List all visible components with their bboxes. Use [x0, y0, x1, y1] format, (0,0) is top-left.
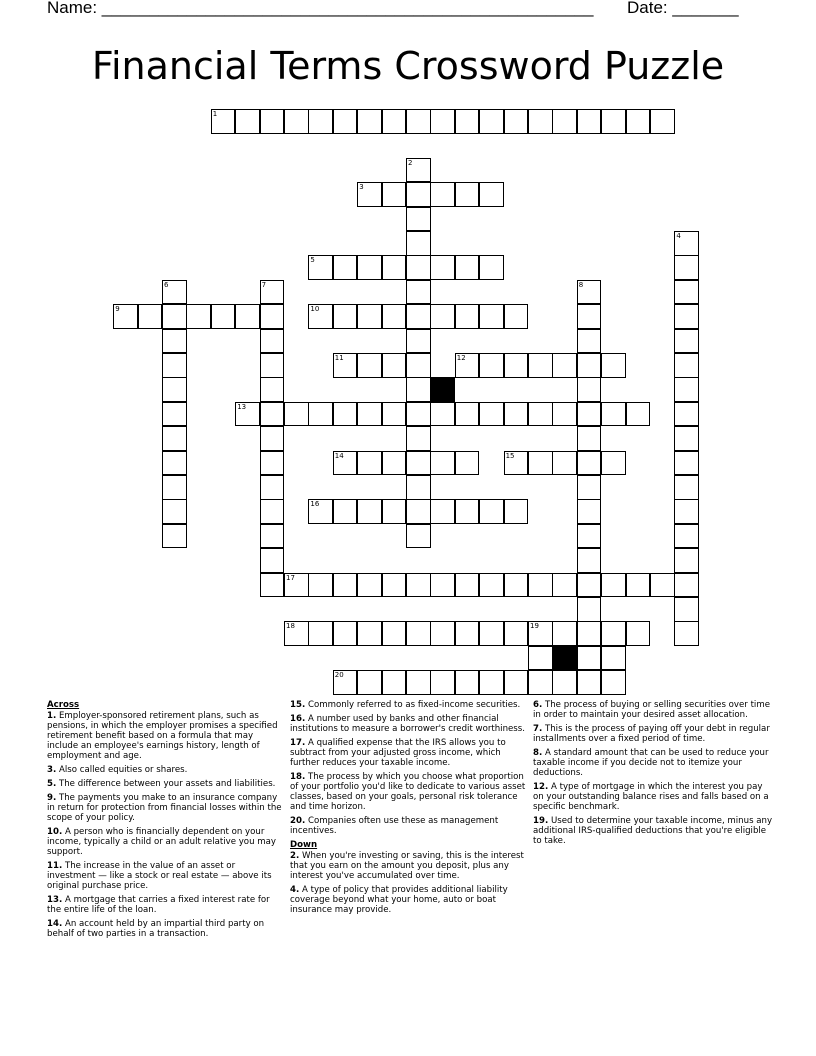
- grid-cell[interactable]: [528, 573, 553, 598]
- clue-text: The increase in the value of an asset or investment — like a stock or real estate — above its original purchase price.: [47, 861, 272, 891]
- grid-cell[interactable]: [674, 231, 699, 256]
- grid-cell[interactable]: [455, 402, 480, 427]
- grid-block: [552, 646, 577, 671]
- grid-cell[interactable]: [333, 670, 358, 695]
- clue-number: 16.: [290, 714, 306, 724]
- down-heading: Down: [290, 840, 318, 850]
- grid-cell[interactable]: [406, 402, 431, 427]
- clue-across-11: [47, 861, 285, 891]
- grid-cell[interactable]: [211, 109, 236, 134]
- clue-number: 13.: [47, 895, 63, 905]
- clue-number: 18.: [290, 772, 306, 782]
- clue-number: 6.: [533, 700, 543, 710]
- grid-cell[interactable]: [382, 109, 407, 134]
- clue-number: 15.: [290, 700, 306, 710]
- clue-number-label: 16: [310, 500, 320, 509]
- grid-cell[interactable]: [674, 377, 699, 402]
- grid-cell[interactable]: [577, 475, 602, 500]
- clue-down-4: [290, 885, 528, 915]
- grid-cell[interactable]: [577, 524, 602, 549]
- clue-number: 17.: [290, 738, 306, 748]
- grid-cell[interactable]: [308, 109, 333, 134]
- grid-cell[interactable]: [577, 304, 602, 329]
- grid-cell[interactable]: [674, 353, 699, 378]
- grid-cell[interactable]: [162, 426, 187, 451]
- clue-number-label: 7: [261, 280, 267, 289]
- clue-text: A type of policy that provides additional liability coverage beyond what your home, auto or boat insurance may provide.: [290, 885, 508, 915]
- grid-cell[interactable]: [406, 353, 431, 378]
- grid-cell[interactable]: [455, 304, 480, 329]
- clue-text: A qualified expense that the IRS allows you to subtract from your adjusted gross income, which further reduces your taxable income.: [290, 738, 506, 768]
- grid-cell[interactable]: [528, 646, 553, 671]
- grid-cell[interactable]: [430, 182, 455, 207]
- clue-number: 10.: [47, 827, 63, 837]
- grid-cell[interactable]: [674, 475, 699, 500]
- clue-number-label: 10: [310, 305, 320, 314]
- grid-cell[interactable]: [504, 573, 529, 598]
- grid-cell[interactable]: [357, 499, 382, 524]
- grid-cell[interactable]: [406, 280, 431, 305]
- grid-cell[interactable]: [333, 621, 358, 646]
- grid-cell[interactable]: [406, 329, 431, 354]
- grid-cell[interactable]: [357, 670, 382, 695]
- grid-cell[interactable]: [357, 353, 382, 378]
- grid-cell[interactable]: [552, 573, 577, 598]
- grid-cell[interactable]: [601, 621, 626, 646]
- grid-cell[interactable]: [406, 207, 431, 232]
- grid-cell[interactable]: [357, 255, 382, 280]
- grid-cell[interactable]: [504, 109, 529, 134]
- grid-cell[interactable]: [577, 670, 602, 695]
- clue-number: 7.: [533, 724, 543, 734]
- clue-text: Used to determine your taxable income, minus any additional IRS-qualified deductions that you're eligible to take.: [533, 816, 773, 846]
- grid-cell[interactable]: [186, 304, 211, 329]
- grid-cell[interactable]: [406, 255, 431, 280]
- clue-text: A person who is financially dependent on your income, typically a child or an adult relative you may support.: [47, 827, 276, 857]
- clue-across-10: [47, 827, 285, 857]
- grid-cell[interactable]: [406, 475, 431, 500]
- grid-cell[interactable]: [552, 402, 577, 427]
- clue-number-label: 18: [286, 622, 295, 631]
- grid-cell[interactable]: [455, 670, 480, 695]
- grid-cell[interactable]: [308, 255, 333, 280]
- clue-down-8: [533, 748, 773, 778]
- grid-cell[interactable]: [455, 353, 480, 378]
- grid-cell[interactable]: [577, 353, 602, 378]
- grid-cell[interactable]: [528, 353, 553, 378]
- clue-number-label: 19: [530, 622, 539, 631]
- clue-number-label: 4: [676, 232, 681, 240]
- grid-cell[interactable]: [357, 109, 382, 134]
- across-heading: Across: [47, 700, 80, 710]
- grid-cell[interactable]: [430, 451, 455, 476]
- grid-cell[interactable]: [430, 304, 455, 329]
- grid-cell[interactable]: [601, 670, 626, 695]
- grid-cell[interactable]: [382, 573, 407, 598]
- clue-number: 8.: [533, 748, 543, 758]
- grid-cell[interactable]: [626, 621, 651, 646]
- grid-cell[interactable]: [357, 451, 382, 476]
- grid-cell[interactable]: [552, 109, 577, 134]
- grid-cell[interactable]: [455, 451, 480, 476]
- grid-cell[interactable]: [430, 621, 455, 646]
- clue-text: Commonly referred to as fixed-income securities.: [307, 700, 521, 710]
- clue-number: 11.: [47, 861, 63, 871]
- clue-text: The payments you make to an insurance company in return for protection from financial losses within the scope of your policy.: [47, 793, 282, 823]
- grid-cell[interactable]: [577, 548, 602, 573]
- grid-cell[interactable]: [406, 377, 431, 402]
- grid-cell[interactable]: [479, 573, 504, 598]
- grid-cell[interactable]: [479, 353, 504, 378]
- grid-cell[interactable]: [577, 451, 602, 476]
- grid-cell[interactable]: [382, 402, 407, 427]
- grid-cell[interactable]: [455, 499, 480, 524]
- clue-down-7: [533, 724, 773, 744]
- clue-down-12: [533, 782, 773, 812]
- clue-across-9: [47, 793, 285, 823]
- grid-cell[interactable]: [552, 670, 577, 695]
- grid-cell[interactable]: [138, 304, 163, 329]
- grid-cell[interactable]: [626, 402, 651, 427]
- grid-cell[interactable]: [455, 255, 480, 280]
- clue-across-20: [290, 816, 528, 836]
- grid-cell[interactable]: [406, 231, 431, 256]
- clue-number-label: 13: [237, 402, 247, 411]
- grid-cell[interactable]: [308, 402, 333, 427]
- grid-cell[interactable]: [406, 670, 431, 695]
- grid-cell[interactable]: [333, 573, 358, 598]
- grid-cell[interactable]: [382, 255, 407, 280]
- clue-across-5: [47, 779, 285, 789]
- clue-across-1: [47, 711, 285, 761]
- grid-cell[interactable]: [284, 109, 309, 134]
- worksheet-header: [0, 0, 816, 22]
- grid-cell[interactable]: [601, 573, 626, 598]
- grid-cell[interactable]: [528, 402, 553, 427]
- clue-text: The process of buying or selling securities over time in order to maintain your desired asset allocation.: [533, 700, 770, 720]
- grid-cell[interactable]: [455, 573, 480, 598]
- clue-across-15: [290, 700, 528, 710]
- clue-number-label: 9: [115, 305, 120, 314]
- grid-cell[interactable]: [577, 426, 602, 451]
- grid-cell[interactable]: [284, 402, 309, 427]
- grid-cell[interactable]: [674, 329, 699, 354]
- grid-cell[interactable]: [406, 499, 431, 524]
- clue-text: This is the process of paying off your debt in regular installments over a fixed period of time.: [533, 724, 770, 744]
- grid-cell[interactable]: [674, 280, 699, 305]
- clue-across-14: [47, 919, 285, 939]
- date-field[interactable]: Date: _______: [627, 0, 739, 17]
- grid-cell[interactable]: [430, 499, 455, 524]
- grid-cell[interactable]: [577, 280, 602, 305]
- grid-cell[interactable]: [162, 377, 187, 402]
- grid-cell[interactable]: [479, 621, 504, 646]
- grid-cell[interactable]: [162, 329, 187, 354]
- grid-cell[interactable]: [504, 353, 529, 378]
- clue-across-17: [290, 738, 528, 768]
- clue-number-label: 3: [359, 183, 364, 192]
- grid-cell[interactable]: [479, 182, 504, 207]
- grid-cell[interactable]: [479, 499, 504, 524]
- grid-cell[interactable]: [235, 304, 260, 329]
- clue-number: 3.: [47, 765, 57, 775]
- grid-cell[interactable]: [357, 402, 382, 427]
- grid-cell[interactable]: [260, 548, 285, 573]
- grid-cell[interactable]: [333, 353, 358, 378]
- grid-cell[interactable]: [382, 621, 407, 646]
- grid-cell[interactable]: [162, 280, 187, 305]
- page-title: Financial Terms Crossword Puzzle: [91, 44, 725, 88]
- clue-number-label: 5: [310, 256, 315, 265]
- grid-cell[interactable]: [260, 426, 285, 451]
- grid-cell[interactable]: [504, 304, 529, 329]
- grid-cell[interactable]: [674, 402, 699, 427]
- grid-cell[interactable]: [382, 499, 407, 524]
- grid-cell[interactable]: [308, 499, 333, 524]
- grid-cell[interactable]: [260, 451, 285, 476]
- clue-across-16: [290, 714, 528, 734]
- grid-cell[interactable]: [455, 182, 480, 207]
- grid-cell[interactable]: [162, 304, 187, 329]
- clue-number-label: 1: [212, 110, 218, 118]
- grid-cell[interactable]: [504, 499, 529, 524]
- grid-cell[interactable]: [308, 621, 333, 646]
- grid-cell[interactable]: [577, 329, 602, 354]
- grid-block: [430, 377, 455, 402]
- grid-cell[interactable]: [382, 182, 407, 207]
- grid-cell[interactable]: [430, 255, 455, 280]
- clue-down-6: [533, 700, 773, 720]
- clue-number: 4.: [290, 885, 300, 895]
- clue-text: When you're investing or saving, this is the interest that you earn on the amount you deposit, plus any interest you've accumulated over time.: [290, 851, 524, 881]
- grid-cell[interactable]: [479, 670, 504, 695]
- clue-text: A standard amount that can be used to reduce your taxable income if you decide not to itemize your deductions.: [533, 748, 769, 778]
- clue-number: 12.: [533, 782, 549, 792]
- grid-cell[interactable]: [162, 524, 187, 549]
- clue-number-label: 12: [456, 354, 466, 362]
- grid-cell[interactable]: [650, 109, 675, 134]
- clue-number-label: 8: [578, 280, 584, 289]
- clue-number-label: 20: [334, 671, 344, 680]
- grid-cell[interactable]: [260, 109, 285, 134]
- grid-cell[interactable]: [455, 109, 480, 134]
- grid-cell[interactable]: [162, 499, 187, 524]
- clue-number-label: 2: [408, 158, 413, 167]
- grid-cell[interactable]: [674, 573, 699, 598]
- grid-cell[interactable]: [674, 255, 699, 280]
- grid-cell[interactable]: [528, 109, 553, 134]
- grid-cell[interactable]: [113, 304, 138, 329]
- grid-cell[interactable]: [162, 451, 187, 476]
- grid-cell[interactable]: [674, 426, 699, 451]
- grid-cell[interactable]: [235, 402, 260, 427]
- grid-cell[interactable]: [528, 451, 553, 476]
- grid-cell[interactable]: [357, 304, 382, 329]
- grid-cell[interactable]: [235, 109, 260, 134]
- grid-cell[interactable]: [406, 182, 431, 207]
- grid-cell[interactable]: [504, 451, 529, 476]
- clue-number-label: 6: [164, 280, 169, 289]
- grid-cell[interactable]: [260, 329, 285, 354]
- grid-cell[interactable]: [577, 402, 602, 427]
- name-field[interactable]: Name: ____________________________________________________: [47, 0, 594, 17]
- grid-cell[interactable]: [260, 402, 285, 427]
- grid-cell[interactable]: [626, 109, 651, 134]
- clue-number: 20.: [290, 816, 306, 826]
- grid-cell[interactable]: [479, 304, 504, 329]
- grid-cell[interactable]: [430, 402, 455, 427]
- grid-cell[interactable]: [552, 353, 577, 378]
- grid-cell[interactable]: [626, 573, 651, 598]
- grid-cell[interactable]: [674, 597, 699, 622]
- clue-across-18: [290, 772, 528, 812]
- clue-number: 2.: [290, 851, 300, 861]
- grid-cell[interactable]: [333, 109, 358, 134]
- clues-column-2: [290, 700, 528, 919]
- grid-cell[interactable]: [601, 402, 626, 427]
- grid-cell[interactable]: [552, 621, 577, 646]
- clue-number: 1.: [47, 711, 57, 721]
- grid-cell[interactable]: [504, 402, 529, 427]
- grid-cell[interactable]: [577, 597, 602, 622]
- clue-number-label: 11: [334, 354, 344, 362]
- clue-text: An account held by an impartial third party on behalf of two parties in a transaction.: [47, 919, 265, 939]
- grid-cell[interactable]: [260, 377, 285, 402]
- grid-cell[interactable]: [406, 524, 431, 549]
- grid-cell[interactable]: [333, 304, 358, 329]
- grid-cell[interactable]: [382, 304, 407, 329]
- grid-cell[interactable]: [674, 548, 699, 573]
- clue-number: 14.: [47, 919, 63, 929]
- grid-cell[interactable]: [260, 573, 285, 598]
- grid-cell[interactable]: [577, 646, 602, 671]
- clue-number-label: 17: [286, 573, 295, 582]
- clue-number-label: 14: [334, 451, 344, 460]
- clue-down-2: [290, 851, 528, 881]
- clue-text: Also called equities or shares.: [58, 765, 188, 775]
- grid-cell[interactable]: [650, 573, 675, 598]
- clues-column-3: [533, 700, 773, 850]
- grid-cell[interactable]: [333, 402, 358, 427]
- grid-cell[interactable]: [406, 451, 431, 476]
- grid-cell[interactable]: [162, 402, 187, 427]
- grid-cell[interactable]: [528, 670, 553, 695]
- clue-across-3: [47, 765, 285, 775]
- grid-cell[interactable]: [406, 304, 431, 329]
- grid-cell[interactable]: [674, 451, 699, 476]
- clue-number-label: 15: [505, 451, 515, 460]
- clue-text: Employer-sponsored retirement plans, such as pensions, in which the employer promises a specified retirement benefit based on a formula that may include an employee's earnings history, length of employment and age.: [47, 711, 278, 761]
- grid-cell[interactable]: [382, 353, 407, 378]
- grid-cell[interactable]: [674, 499, 699, 524]
- grid-cell[interactable]: [382, 670, 407, 695]
- clues-column-1: [47, 700, 285, 943]
- clue-text: The difference between your assets and liabilities.: [58, 779, 276, 789]
- clue-number: 19.: [533, 816, 549, 826]
- grid-cell[interactable]: [601, 109, 626, 134]
- grid-cell[interactable]: [333, 499, 358, 524]
- grid-cell[interactable]: [674, 524, 699, 549]
- grid-cell[interactable]: [577, 573, 602, 598]
- grid-cell[interactable]: [333, 451, 358, 476]
- grid-cell[interactable]: [406, 109, 431, 134]
- grid-cell[interactable]: [162, 475, 187, 500]
- grid-cell[interactable]: [357, 621, 382, 646]
- grid-cell[interactable]: [674, 621, 699, 646]
- grid-cell[interactable]: [357, 182, 382, 207]
- clue-down-19: [533, 816, 773, 846]
- clue-text: A mortgage that carries a fixed interest rate for the entire life of the loan.: [47, 895, 270, 915]
- grid-cell[interactable]: [406, 621, 431, 646]
- grid-cell[interactable]: [504, 621, 529, 646]
- grid-cell[interactable]: [479, 255, 504, 280]
- clue-text: The process by which you choose what proportion of your portfolio you'd like to dedicate to various asset classes, based on your goals, personal risk tolerance and time horizon.: [290, 772, 526, 812]
- clue-text: A number used by banks and other financial institutions to measure a borrower's credit worthiness.: [290, 714, 525, 734]
- grid-cell[interactable]: [577, 621, 602, 646]
- clue-text: Companies often use these as management incentives.: [290, 816, 499, 836]
- clue-across-13: [47, 895, 285, 915]
- grid-cell[interactable]: [308, 304, 333, 329]
- grid-cell[interactable]: [601, 451, 626, 476]
- clue-number: 5.: [47, 779, 57, 789]
- grid-cell[interactable]: [162, 353, 187, 378]
- grid-cell[interactable]: [577, 499, 602, 524]
- grid-cell[interactable]: [601, 353, 626, 378]
- grid-cell[interactable]: [260, 499, 285, 524]
- grid-cell[interactable]: [260, 304, 285, 329]
- grid-cell[interactable]: [357, 573, 382, 598]
- grid-cell[interactable]: [333, 255, 358, 280]
- grid-cell[interactable]: [601, 646, 626, 671]
- grid-cell[interactable]: [382, 451, 407, 476]
- grid-cell[interactable]: [406, 426, 431, 451]
- grid-cell[interactable]: [260, 524, 285, 549]
- grid-cell[interactable]: [504, 670, 529, 695]
- grid-cell[interactable]: [284, 573, 309, 598]
- grid-cell[interactable]: [284, 621, 309, 646]
- grid-cell[interactable]: [674, 304, 699, 329]
- grid-cell[interactable]: [479, 402, 504, 427]
- grid-cell[interactable]: [406, 158, 431, 183]
- grid-cell[interactable]: [260, 280, 285, 305]
- grid-cell[interactable]: [260, 475, 285, 500]
- grid-cell[interactable]: [430, 573, 455, 598]
- grid-cell[interactable]: [430, 109, 455, 134]
- clue-text: A type of mortgage in which the interest you pay on your outstanding balance rises and falls based on a specific benchmark.: [533, 782, 769, 812]
- grid-cell[interactable]: [430, 670, 455, 695]
- grid-cell[interactable]: [406, 573, 431, 598]
- grid-cell[interactable]: [260, 353, 285, 378]
- grid-cell[interactable]: [552, 451, 577, 476]
- clue-number: 9.: [47, 793, 57, 803]
- grid-cell[interactable]: [528, 621, 553, 646]
- grid-cell[interactable]: [455, 621, 480, 646]
- grid-cell[interactable]: [577, 377, 602, 402]
- grid-cell[interactable]: [308, 573, 333, 598]
- grid-cell[interactable]: [577, 109, 602, 134]
- grid-cell[interactable]: [211, 304, 236, 329]
- grid-cell[interactable]: [479, 109, 504, 134]
